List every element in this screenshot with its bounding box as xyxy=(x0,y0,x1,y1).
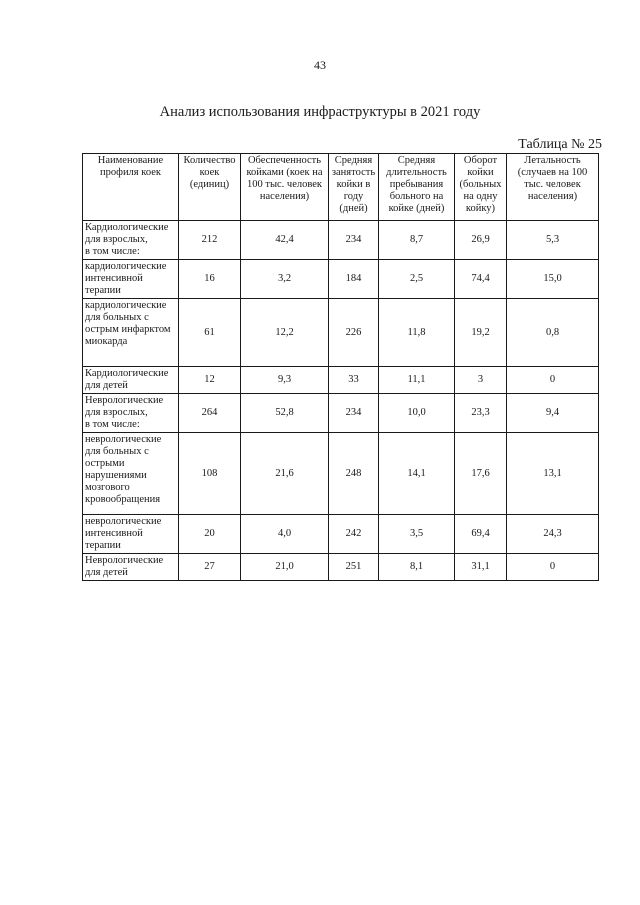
profile-name-cell: Кардиологические для взрослых, в том числе: xyxy=(83,221,179,260)
provision-cell: 12,2 xyxy=(241,299,329,367)
stay-cell: 10,0 xyxy=(379,394,455,433)
occupancy-cell: 33 xyxy=(329,367,379,394)
beds-cell: 12 xyxy=(179,367,241,394)
turnover-cell: 3 xyxy=(455,367,507,394)
lethality-cell: 0 xyxy=(507,367,599,394)
table-header-row xyxy=(83,154,599,221)
stay-cell: 2,5 xyxy=(379,260,455,299)
provision-cell: 4,0 xyxy=(241,515,329,554)
table-row xyxy=(83,394,599,433)
turnover-cell: 31,1 xyxy=(455,554,507,581)
occupancy-cell: 248 xyxy=(329,433,379,515)
table-caption: Таблица № 25 xyxy=(518,137,602,152)
column-header-stay: Средняя длительность пребывания больного на койке (дней) xyxy=(379,154,455,221)
profile-name-cell: Кардиологические для детей xyxy=(83,367,179,394)
table-row xyxy=(83,433,599,515)
profile-name-cell: неврологические интенсивной терапии xyxy=(83,515,179,554)
occupancy-cell: 226 xyxy=(329,299,379,367)
stay-cell: 11,8 xyxy=(379,299,455,367)
turnover-cell: 19,2 xyxy=(455,299,507,367)
turnover-cell: 23,3 xyxy=(455,394,507,433)
provision-cell: 21,0 xyxy=(241,554,329,581)
provision-cell: 9,3 xyxy=(241,367,329,394)
lethality-cell: 24,3 xyxy=(507,515,599,554)
lethality-cell: 9,4 xyxy=(507,394,599,433)
beds-cell: 16 xyxy=(179,260,241,299)
lethality-cell: 0,8 xyxy=(507,299,599,367)
stay-cell: 14,1 xyxy=(379,433,455,515)
column-header-occupancy: Средняя занятость койки в году (дней) xyxy=(329,154,379,221)
profile-name-cell: Неврологические для детей xyxy=(83,554,179,581)
table-row xyxy=(83,554,599,581)
stay-cell: 3,5 xyxy=(379,515,455,554)
document-title: Анализ использования инфраструктуры в 2021 году xyxy=(159,104,481,120)
table-row xyxy=(83,367,599,394)
page-number: 43 xyxy=(314,58,326,72)
profile-name-cell: неврологические для больных с острыми нарушениями мозгового кровообращения xyxy=(83,433,179,515)
beds-cell: 27 xyxy=(179,554,241,581)
lethality-cell: 13,1 xyxy=(507,433,599,515)
turnover-cell: 26,9 xyxy=(455,221,507,260)
profile-name-cell: кардиологические интенсивной терапии xyxy=(83,260,179,299)
beds-cell: 212 xyxy=(179,221,241,260)
occupancy-cell: 242 xyxy=(329,515,379,554)
stay-cell: 11,1 xyxy=(379,367,455,394)
lethality-cell: 0 xyxy=(507,554,599,581)
column-header-provision: Обеспеченность койками (коек на 100 тыс. человек населения) xyxy=(241,154,329,221)
stay-cell: 8,1 xyxy=(379,554,455,581)
lethality-cell: 15,0 xyxy=(507,260,599,299)
occupancy-cell: 234 xyxy=(329,394,379,433)
column-header-beds: Количество коек (единиц) xyxy=(179,154,241,221)
beds-cell: 20 xyxy=(179,515,241,554)
profile-name-cell: кардиологические для больных с острым инфарктом миокарда xyxy=(83,299,179,367)
column-header-turnover: Оборот койки (больных на одну койку) xyxy=(455,154,507,221)
column-header-profile: Наименование профиля коек xyxy=(83,154,179,221)
occupancy-cell: 184 xyxy=(329,260,379,299)
bed-usage-table xyxy=(82,153,599,581)
occupancy-cell: 234 xyxy=(329,221,379,260)
provision-cell: 42,4 xyxy=(241,221,329,260)
turnover-cell: 74,4 xyxy=(455,260,507,299)
beds-cell: 61 xyxy=(179,299,241,367)
stay-cell: 8,7 xyxy=(379,221,455,260)
beds-cell: 108 xyxy=(179,433,241,515)
turnover-cell: 69,4 xyxy=(455,515,507,554)
provision-cell: 52,8 xyxy=(241,394,329,433)
table-row xyxy=(83,515,599,554)
table-row xyxy=(83,260,599,299)
turnover-cell: 17,6 xyxy=(455,433,507,515)
table-body xyxy=(83,221,599,581)
table-row xyxy=(83,299,599,367)
provision-cell: 21,6 xyxy=(241,433,329,515)
column-header-lethality: Летальность (случаев на 100 тыс. человек населения) xyxy=(507,154,599,221)
occupancy-cell: 251 xyxy=(329,554,379,581)
provision-cell: 3,2 xyxy=(241,260,329,299)
lethality-cell: 5,3 xyxy=(507,221,599,260)
table-row xyxy=(83,221,599,260)
beds-cell: 264 xyxy=(179,394,241,433)
profile-name-cell: Неврологические для взрослых, в том числе: xyxy=(83,394,179,433)
